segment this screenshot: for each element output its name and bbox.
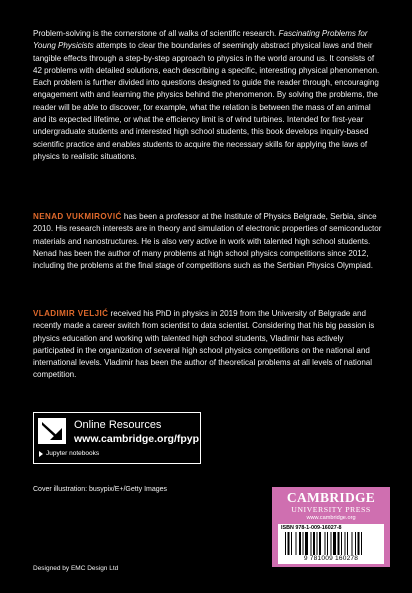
description-intro: Problem-solving is the cornerstone of all walks of scientific research.: [33, 29, 279, 38]
book-description: [33, 28, 383, 163]
publisher-website: www.cambridge.org: [306, 515, 356, 521]
barcode-panel: [278, 524, 384, 564]
online-resources-box[interactable]: [33, 412, 201, 464]
author-bio-veljic: [33, 308, 383, 382]
design-credit: Designed by EMC Design Ltd: [33, 565, 119, 572]
triangle-bullet-icon: [39, 451, 43, 457]
publisher-subtitle: UNIVERSITY PRESS: [291, 505, 371, 514]
description-body: attempts to clear the boundaries of seemingly abstract physical laws and their tangible effects through a step-by-step approach to physics in the world around us. It consists of 42 problems with detailed solutions, each describing a specific, interesting physical phenomenon. Each problem is further divided into questions designed to guide the reader through, encouraging engagement with and learning the physics behind the phenomenon. By solving the problems, the reader will be able to discover, for example, what the relation is between the mass of an animal and its expected lifetime, or what the efficiency limit is of wind turbines. Intended for first-year undergraduate students and interested high school students, this book develops inquiry-based scientific practice and enables students to acquire the necessary skills for applying the laws of physics to realistic situations.: [33, 41, 380, 161]
online-resources-title: Online Resources: [74, 419, 162, 431]
author-bio-text: received his PhD in physics in 2019 from the University of Belgrade and recently made a career switch from scientist to data scientist. Considering that his big passion is physics education and working with talented high school students, Vladimir has actively participated in the organization of several high school physics competitions on the national and international levels. Vladimir has been the author of theoretical problems at all levels of national competition.: [33, 309, 375, 380]
isbn-label: ISBN 978-1-009-16027-8: [281, 525, 342, 531]
barcode-digits: 9 781009 160278: [303, 555, 359, 562]
author-name: VLADIMIR VELJIĆ: [33, 309, 109, 318]
online-resources-item-label: Jupyter notebooks: [46, 450, 100, 457]
publisher-panel: [272, 487, 390, 567]
online-resources-link[interactable]: www.cambridge.org/fpyp: [74, 433, 200, 445]
arrow-icon: [38, 418, 66, 444]
publisher-name: CAMBRIDGE: [286, 490, 376, 505]
online-resources-item: [39, 450, 99, 457]
author-bio-vukmirovic: [33, 211, 383, 272]
cover-illustration-credit: Cover illustration: busypix/E+/Getty Images: [33, 486, 168, 493]
barcode-icon: [284, 532, 378, 555]
author-bio-text: has been a professor at the Institute of Physics Belgrade, Serbia, since 2010. His research interests are in theory and simulation of electronic properties of semiconductor materials and nanostructures. He is also very active in work with talented high school students. Nenad has been the author of many problems at high school physics competitions since 2012, including the problems at the final stage of competitions such as the Serbian Physics Olympiad.: [33, 212, 382, 271]
author-name: NENAD VUKMIROVIĆ: [33, 212, 122, 221]
book-title: Fascinating Problems for Young Physicists: [33, 29, 368, 51]
